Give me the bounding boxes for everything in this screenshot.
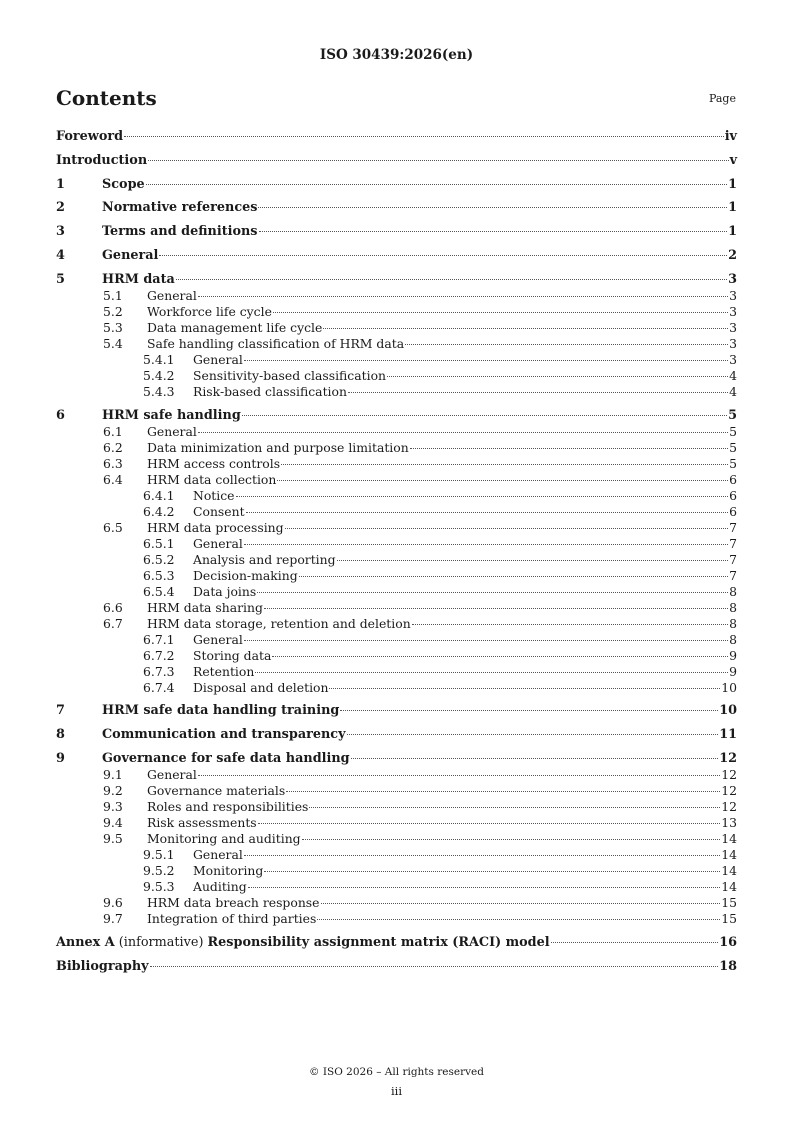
toc-entry-title: [102, 177, 145, 193]
toc-entry[interactable]: [56, 304, 737, 320]
toc-entry-number: 5.4.2: [143, 367, 175, 383]
toc-entry-title: [147, 320, 322, 336]
toc-entry-number: 6.5: [103, 519, 123, 535]
toc-entry-title: [193, 568, 298, 584]
toc-entry-title-text: Monitoring and auditing: [147, 830, 301, 846]
toc-entry[interactable]: [56, 727, 737, 743]
toc-entry-title-text: General: [147, 287, 197, 303]
toc-entry-number: 9.7: [103, 910, 123, 926]
toc-dot-leader: [236, 496, 729, 497]
toc-entry-title: [102, 727, 346, 743]
toc-entry-title: [193, 552, 336, 568]
toc-entry-title: [147, 424, 197, 440]
toc-entry-number: 6.7.3: [143, 663, 175, 679]
toc-entry-title: [102, 703, 339, 719]
toc-entry[interactable]: [56, 783, 737, 799]
toc-entry-title: [193, 863, 263, 879]
toc-dot-leader: [351, 758, 719, 759]
toc-entry-page: 7: [729, 519, 737, 535]
toc-entry-page: 12: [721, 782, 737, 798]
toc-entry-title-text: Foreword: [56, 129, 124, 144]
toc-entry[interactable]: [56, 552, 737, 568]
toc-entry-title-text: Analysis and reporting: [193, 551, 336, 567]
toc-entry-title: [56, 935, 550, 951]
toc-entry-title: [147, 288, 197, 304]
toc-entry-title: [56, 129, 123, 145]
toc-entry-title-text: Disposal and deletion: [193, 679, 329, 695]
toc-entry-title: [193, 664, 254, 680]
toc-entry-page: 1: [728, 224, 737, 240]
toc-entry-title: [147, 600, 263, 616]
toc-dot-leader: [198, 296, 728, 297]
toc-entry-annex-type: (informative): [114, 934, 208, 950]
toc-entry-page: 3: [729, 351, 737, 367]
table-of-contents: [56, 129, 737, 975]
toc-entry[interactable]: [56, 288, 737, 304]
toc-entry-page: 3: [728, 271, 737, 287]
toc-entry-page: 5: [728, 407, 737, 423]
toc-entry-number: 9.5.2: [143, 862, 175, 878]
toc-dot-leader: [159, 255, 727, 256]
toc-entry-title-text: Consent: [193, 503, 245, 519]
toc-entry-page: 14: [721, 830, 737, 846]
toc-entry-title-text: General: [193, 631, 243, 647]
toc-dot-leader: [277, 480, 728, 481]
toc-entry-title: [147, 472, 276, 488]
toc-entry[interactable]: [56, 664, 737, 680]
toc-entry[interactable]: [56, 935, 737, 951]
toc-dot-leader: [264, 608, 728, 609]
toc-entry-number: 9.4: [103, 814, 123, 830]
toc-entry-title: [102, 200, 257, 216]
toc-dot-leader: [124, 136, 724, 137]
toc-entry-page: 4: [729, 367, 737, 383]
toc-entry-number: 6.6: [103, 599, 123, 615]
toc-entry-title-text: Workforce life cycle: [147, 303, 272, 319]
toc-dot-leader: [244, 544, 728, 545]
toc-entry-title: [147, 440, 409, 456]
toc-dot-leader: [337, 560, 729, 561]
toc-entry-title: [193, 680, 328, 696]
toc-entry[interactable]: [56, 632, 737, 648]
toc-entry-page: 12: [721, 766, 737, 782]
toc-entry-title: [147, 304, 272, 320]
toc-dot-leader: [281, 464, 728, 465]
toc-entry-page: 6: [729, 471, 737, 487]
toc-dot-leader: [285, 528, 729, 529]
toc-entry-page: 2: [728, 247, 737, 263]
toc-entry-title-text: HRM safe handling: [102, 407, 241, 423]
toc-entry-title-text: Bibliography: [56, 958, 149, 974]
toc-entry-page: 15: [721, 894, 737, 910]
toc-entry-title-text: HRM data processing: [147, 519, 284, 535]
toc-entry-number: 2: [56, 200, 65, 216]
toc-entry[interactable]: [56, 440, 737, 456]
toc-entry-page: 5: [729, 439, 737, 455]
toc-entry[interactable]: [56, 129, 737, 145]
page-column-label: Page: [708, 92, 736, 105]
toc-entry[interactable]: [56, 488, 737, 504]
toc-dot-leader: [309, 807, 720, 808]
toc-entry-title-text: HRM safe data handling training: [102, 703, 340, 719]
toc-entry[interactable]: [56, 600, 737, 616]
toc-entry-page: 15: [721, 910, 737, 926]
toc-entry-title-text: Retention: [193, 663, 255, 679]
toc-entry-title: [193, 536, 243, 552]
toc-entry-title-text: Sensitivity-based classification: [193, 367, 387, 383]
toc-dot-leader: [198, 775, 720, 776]
toc-entry-title: [147, 456, 280, 472]
toc-dot-leader: [329, 688, 720, 689]
toc-entry-page: 8: [729, 615, 737, 631]
toc-entry[interactable]: [56, 616, 737, 632]
toc-entry[interactable]: [56, 368, 737, 384]
toc-entry-title-text: Integration of third parties: [147, 910, 317, 926]
toc-entry[interactable]: [56, 815, 737, 831]
toc-entry[interactable]: [56, 224, 737, 240]
toc-entry-number: 9.3: [103, 798, 123, 814]
toc-entry[interactable]: [56, 424, 737, 440]
toc-entry-page: 8: [729, 583, 737, 599]
toc-entry-page: 13: [721, 814, 737, 830]
toc-dot-leader: [286, 791, 720, 792]
toc-entry-number: 6: [56, 407, 65, 423]
toc-dot-leader: [244, 640, 728, 641]
toc-entry-title: [193, 352, 243, 368]
toc-entry-title: [102, 751, 350, 767]
toc-entry-page: 14: [721, 846, 737, 862]
toc-entry[interactable]: [56, 648, 737, 664]
toc-entry-page: 1: [728, 200, 737, 216]
toc-entry-title-text: Introduction: [56, 152, 148, 168]
toc-entry-number: 3: [56, 224, 65, 240]
toc-entry[interactable]: [56, 408, 737, 424]
toc-entry-title: [193, 504, 245, 520]
toc-entry[interactable]: [56, 847, 737, 863]
toc-entry-number: 9.1: [103, 766, 123, 782]
toc-entry-title-text: Governance materials: [147, 782, 286, 798]
toc-entry[interactable]: [56, 536, 737, 552]
toc-entry-number: 6.5.3: [143, 567, 175, 583]
toc-entry-title: [193, 584, 256, 600]
toc-entry-title-text: General: [193, 351, 243, 367]
toc-entry-title-text: General: [147, 423, 197, 439]
toc-entry-page: 12: [719, 750, 737, 766]
toc-entry-title-text: Safe handling classification of HRM data: [147, 335, 405, 351]
toc-entry-title: [102, 272, 175, 288]
toc-entry-title-text: Governance for safe data handling: [102, 750, 350, 766]
toc-entry-number: 6.7: [103, 615, 123, 631]
toc-entry-title-text: Terms and definitions: [102, 224, 258, 240]
toc-entry-title: [102, 224, 258, 240]
toc-entry-title-text: HRM data breach response: [147, 894, 320, 910]
toc-entry-title-text: Auditing: [193, 878, 247, 894]
toc-dot-leader: [150, 966, 719, 967]
toc-entry-page: iv: [724, 129, 737, 144]
toc-entry-page: 4: [729, 383, 737, 399]
toc-dot-leader: [412, 624, 728, 625]
toc-dot-leader: [321, 903, 721, 904]
toc-entry-title-text: Risk-based classification: [193, 383, 347, 399]
toc-entry-title: [193, 384, 347, 400]
toc-dot-leader: [273, 312, 728, 313]
toc-dot-leader: [146, 184, 727, 185]
toc-dot-leader: [259, 231, 728, 232]
toc-entry-number: 6.7.2: [143, 647, 175, 663]
toc-entry-title-text: Notice: [193, 487, 235, 503]
toc-dot-leader: [405, 344, 728, 345]
toc-entry[interactable]: [56, 751, 737, 767]
toc-dot-leader: [387, 376, 728, 377]
toc-dot-leader: [299, 576, 728, 577]
toc-dot-leader: [272, 656, 728, 657]
document-header: ISO 30439:2026(en): [319, 47, 474, 63]
toc-dot-leader: [244, 360, 728, 361]
toc-entry[interactable]: [56, 568, 737, 584]
toc-entry[interactable]: [56, 911, 737, 927]
toc-dot-leader: [248, 887, 721, 888]
toc-entry-page: 18: [719, 958, 737, 974]
toc-entry-page: 11: [719, 727, 737, 743]
toc-entry[interactable]: [56, 831, 737, 847]
toc-entry-page: 3: [729, 319, 737, 335]
toc-entry[interactable]: [56, 336, 737, 352]
toc-entry[interactable]: [56, 456, 737, 472]
toc-entry-number: 9.5: [103, 830, 123, 846]
toc-entry-page: 8: [729, 631, 737, 647]
toc-entry[interactable]: [56, 767, 737, 783]
toc-entry-page: 10: [719, 703, 737, 719]
toc-entry-title-text: Data management life cycle: [147, 319, 323, 335]
toc-entry-title: [102, 408, 241, 424]
toc-entry-title-text: Risk assessments: [147, 814, 257, 830]
toc-entry-number: 6.5.1: [143, 535, 175, 551]
toc-entry-number: 6.4: [103, 471, 123, 487]
toc-dot-leader: [242, 415, 727, 416]
toc-entry-title: [193, 368, 386, 384]
toc-entry[interactable]: [56, 352, 737, 368]
toc-entry[interactable]: [56, 320, 737, 336]
toc-entry[interactable]: [56, 799, 737, 815]
toc-entry-number: 6.4.1: [143, 487, 175, 503]
toc-entry-page: 7: [729, 535, 737, 551]
toc-entry-number: 1: [56, 176, 65, 192]
toc-entry-page: 14: [721, 862, 737, 878]
toc-dot-leader: [257, 592, 728, 593]
toc-entry-number: 8: [56, 727, 65, 743]
toc-entry-number: 6.3: [103, 455, 123, 471]
toc-entry-title-text: General: [193, 846, 243, 862]
footer-page-number: iii: [390, 1084, 403, 1098]
toc-dot-leader: [410, 448, 728, 449]
toc-entry-title-text: General: [102, 247, 159, 263]
toc-dot-leader: [148, 160, 728, 161]
toc-entry-title: [147, 336, 404, 352]
toc-entry[interactable]: [56, 879, 737, 895]
toc-entry-number: 5: [56, 271, 65, 287]
toc-entry[interactable]: [56, 248, 737, 264]
toc-entry-number: 6.4.2: [143, 503, 175, 519]
toc-entry-annex-title: Responsibility assignment matrix (RACI) model: [207, 934, 550, 950]
toc-entry-title: [147, 616, 411, 632]
toc-entry-page: 9: [729, 647, 737, 663]
toc-entry-title: [193, 648, 271, 664]
toc-dot-leader: [176, 279, 727, 280]
toc-entry-title-text: Data minimization and purpose limitation: [147, 439, 409, 455]
toc-entry-page: 7: [729, 551, 737, 567]
toc-entry-title-text: Scope: [102, 176, 145, 192]
toc-entry-title: [147, 799, 308, 815]
toc-entry-title-text: HRM data collection: [147, 471, 277, 487]
toc-entry[interactable]: [56, 504, 737, 520]
toc-entry[interactable]: [56, 584, 737, 600]
toc-entry[interactable]: [56, 863, 737, 879]
toc-entry-number: 9.5.1: [143, 846, 175, 862]
toc-entry-title: [147, 895, 320, 911]
toc-entry-page: 16: [719, 934, 737, 950]
toc-entry-title: [147, 767, 197, 783]
toc-dot-leader: [302, 839, 721, 840]
toc-entry-page: v: [729, 152, 737, 168]
toc-entry[interactable]: [56, 895, 737, 911]
toc-entry-page: 7: [729, 567, 737, 583]
toc-entry[interactable]: [56, 680, 737, 696]
toc-entry-title: [147, 815, 257, 831]
toc-entry-title-text: Communication and transparency: [102, 727, 346, 743]
toc-entry[interactable]: [56, 384, 737, 400]
toc-dot-leader: [340, 710, 718, 711]
toc-dot-leader: [317, 919, 720, 920]
toc-dot-leader: [323, 328, 728, 329]
toc-entry-title: [193, 632, 243, 648]
toc-entry-title-text: Data joins: [193, 583, 257, 599]
toc-entry-title-text: Annex A: [56, 934, 115, 950]
toc-entry-number: 9.5.3: [143, 878, 175, 894]
toc-dot-leader: [258, 823, 721, 824]
footer-copyright: © ISO 2026 – All rights reserved: [309, 1066, 484, 1078]
toc-entry-page: 3: [729, 303, 737, 319]
toc-entry[interactable]: [56, 959, 737, 975]
contents-title: Contents: [56, 86, 157, 110]
toc-entry-title: [147, 911, 316, 927]
toc-entry[interactable]: [56, 520, 737, 536]
toc-entry-page: 12: [721, 798, 737, 814]
toc-entry-number: 5.4.1: [143, 351, 175, 367]
toc-entry-title: [56, 153, 147, 169]
toc-entry-page: 8: [729, 599, 737, 615]
toc-dot-leader: [551, 942, 719, 943]
toc-entry-number: 6.7.1: [143, 631, 175, 647]
toc-entry-title: [102, 248, 158, 264]
toc-dot-leader: [198, 432, 728, 433]
toc-entry-page: 5: [729, 423, 737, 439]
toc-entry-number: 6.1: [103, 423, 123, 439]
toc-entry-number: 6.7.4: [143, 679, 175, 695]
toc-entry-page: 6: [729, 503, 737, 519]
toc-entry-title-text: Storing data: [193, 647, 272, 663]
toc-dot-leader: [347, 734, 719, 735]
toc-entry-number: 6.5.4: [143, 583, 175, 599]
toc-entry-number: 5.2: [103, 303, 123, 319]
toc-entry-title-text: Monitoring: [193, 862, 264, 878]
toc-entry-number: 7: [56, 703, 65, 719]
toc-entry-title: [193, 879, 247, 895]
toc-entry-title: [147, 520, 284, 536]
toc-dot-leader: [246, 512, 729, 513]
toc-entry-title-text: General: [193, 535, 243, 551]
toc-entry-number: 5.4: [103, 335, 123, 351]
toc-entry-page: 9: [729, 663, 737, 679]
toc-entry-title: [193, 488, 235, 504]
toc-entry-page: 6: [729, 487, 737, 503]
toc-entry[interactable]: [56, 472, 737, 488]
toc-entry-title-text: HRM data: [102, 271, 175, 287]
toc-entry-number: 5.1: [103, 287, 123, 303]
toc-dot-leader: [348, 392, 728, 393]
toc-entry-title: [147, 831, 301, 847]
toc-entry-title: [56, 959, 149, 975]
toc-entry-number: 5.4.3: [143, 383, 175, 399]
toc-entry-title-text: General: [147, 766, 197, 782]
toc-entry-page: 3: [729, 335, 737, 351]
toc-entry-title: [147, 783, 285, 799]
toc-entry-page: 14: [721, 878, 737, 894]
toc-entry[interactable]: [56, 153, 737, 169]
toc-entry-number: 5.3: [103, 319, 123, 335]
toc-entry-page: 1: [728, 176, 737, 192]
toc-entry-title-text: Normative references: [102, 200, 258, 216]
toc-entry-number: 9: [56, 750, 65, 766]
toc-entry-page: 3: [729, 287, 737, 303]
toc-entry-title-text: Roles and responsibilities: [147, 798, 309, 814]
toc-entry-title-text: HRM data storage, retention and deletion: [147, 615, 411, 631]
toc-dot-leader: [244, 855, 720, 856]
toc-entry-number: 6.5.2: [143, 551, 175, 567]
toc-entry-title-text: HRM access controls: [147, 455, 281, 471]
toc-dot-leader: [258, 207, 727, 208]
toc-entry-number: 9.2: [103, 782, 123, 798]
toc-entry-title: [193, 847, 243, 863]
toc-entry[interactable]: [56, 272, 737, 288]
toc-entry-title-text: HRM data sharing: [147, 599, 263, 615]
toc-entry-page: 10: [721, 679, 737, 695]
toc-dot-leader: [255, 672, 728, 673]
toc-entry[interactable]: [56, 200, 737, 216]
toc-dot-leader: [264, 871, 720, 872]
toc-entry[interactable]: [56, 703, 737, 719]
toc-entry-title-text: Decision-making: [193, 567, 298, 583]
toc-entry-number: 4: [56, 247, 65, 263]
toc-entry-number: 9.6: [103, 894, 123, 910]
toc-entry[interactable]: [56, 177, 737, 193]
toc-entry-number: 6.2: [103, 439, 123, 455]
toc-entry-page: 5: [729, 455, 737, 471]
